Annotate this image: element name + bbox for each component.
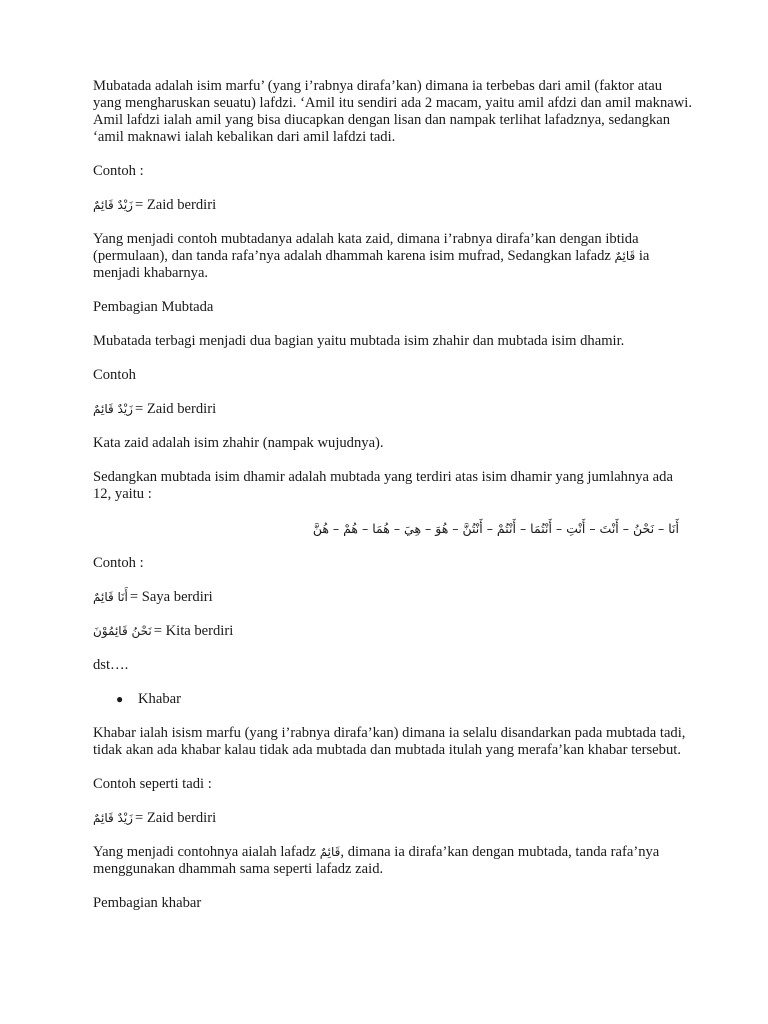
- bullet-label: Khabar: [138, 691, 181, 707]
- arabic-example: نَحْنُ قَائِمُوْنَ: [93, 624, 152, 638]
- arabic-inline: قَائِمٌ: [614, 249, 636, 263]
- example-translation: = Zaid berdiri: [134, 401, 217, 417]
- text-segment: , dimana ia dirafa’kan dengan mubtada, tanda rafa’nya menggunakan dhammah sama seperti lafadz zaid.: [93, 844, 660, 877]
- example-translation: = Zaid berdiri: [134, 810, 217, 826]
- paragraph-mubtada-division: Mubatada terbagi menjadi dua bagian yaitu mubtada isim zhahir dan mubtada isim dhamir.: [93, 333, 625, 349]
- example-translation: = Kita berdiri: [153, 623, 234, 639]
- label-contoh-seperti-tadi: Contoh seperti tadi :: [93, 776, 212, 792]
- text-segment: Yang menjadi contoh mubtadanya adalah kata zaid, dimana i’rabnya dirafa’kan dengan ibtida (permulaan), dan tanda rafa’nya adalah dhammah karena isim mufrad, Sedangkan lafadz: [93, 231, 639, 264]
- label-contoh: Contoh :: [93, 163, 144, 179]
- pronoun-list: [93, 520, 693, 538]
- arabic-example: أَنَا قَائِمٌ: [93, 590, 128, 604]
- arabic-example: زَيْدٌ قَائِمٌ: [93, 402, 133, 416]
- arabic-example: زَيْدٌ قَائِمٌ: [93, 198, 133, 212]
- paragraph-mubtada-explanation: [93, 231, 693, 282]
- document-page: [93, 78, 693, 929]
- label-contoh: Contoh :: [93, 555, 144, 571]
- example-zaid-berdiri: [93, 401, 693, 418]
- paragraph-khabar-definition: Khabar ialah isism marfu (yang i’rabnya dirafa’kan) dimana ia selalu disandarkan pada mubtada tadi, tidak akan ada khabar kalau tidak ada mubtada dan mubtada itulah yang merafa’kan khabar tersebut.: [93, 725, 686, 758]
- example-zaid-berdiri: [93, 197, 693, 214]
- example-translation: = Zaid berdiri: [134, 197, 217, 213]
- arabic-inline: قَائِمٌ: [319, 845, 341, 859]
- paragraph-isim-zhahir: Kata zaid adalah isim zhahir (nampak wujudnya).: [93, 435, 384, 451]
- bullet-item-khabar: [93, 691, 693, 708]
- arabic-example: زَيْدٌ قَائِمٌ: [93, 811, 133, 825]
- heading-pembagian-mubtada: Pembagian Mubtada: [93, 299, 214, 315]
- text-dst: dst….: [93, 657, 129, 673]
- text-segment: Yang menjadi contohnya aialah lafadz: [93, 844, 320, 860]
- example-kita-berdiri: [93, 623, 693, 640]
- bullet-icon: ●: [116, 692, 124, 706]
- paragraph-isim-dhamir: Sedangkan mubtada isim dhamir adalah mubtada yang terdiri atas isim dhamir yang jumlahnya ada 12, yaitu :: [93, 469, 673, 502]
- paragraph-khabar-explanation: [93, 844, 693, 878]
- label-contoh: Contoh: [93, 367, 136, 383]
- example-saya-berdiri: [93, 589, 693, 606]
- paragraph-mubtada-definition: Mubatada adalah isim marfu’ (yang i’rabnya dirafa’kan) dimana ia terbebas dari amil (faktor atau yang mengharuskan seuatu) lafdzi. ‘Amil itu sendiri ada 2 macam, yaitu amil afdzi dan amil maknawi. Amil lafdzi ialah amil yang bisa diucapkan dengan lisan dan nampak terlihat lafadznya, sedangkan ‘amil maknawi ialah kebalikan dari amil lafdzi tadi.: [93, 78, 692, 145]
- example-zaid-berdiri: [93, 810, 693, 827]
- example-translation: = Saya berdiri: [129, 589, 213, 605]
- text-segment: ia menjadi khabarnya.: [93, 248, 650, 281]
- arabic-pronouns: أَنَا – نَحْنُ – أَنْتَ – أَنْتِ – أَنْتُمَا – أَنْتُمْ – أَنْتُنَّ – هُوَ – هِيَ – هُمَا – هُمْ – هُنَّ: [312, 521, 679, 536]
- heading-pembagian-khabar: Pembagian khabar: [93, 895, 202, 911]
